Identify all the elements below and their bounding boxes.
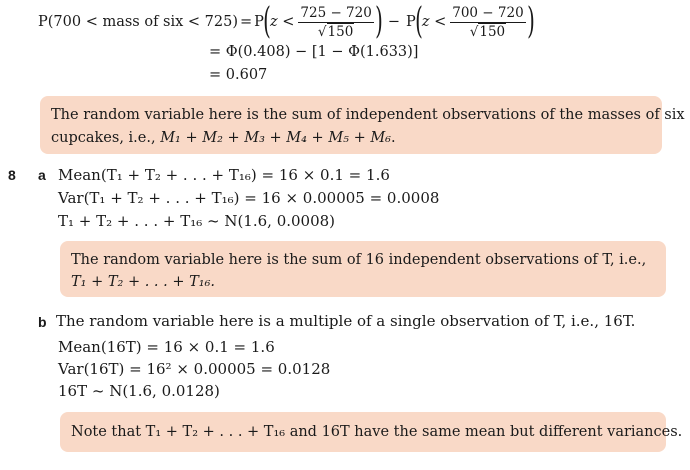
- fraction-2: [450, 5, 525, 40]
- question-number: 8: [8, 167, 16, 183]
- note-2-line-1: The random variable here is the sum of 16 independent observations of T, i.e.,: [71, 252, 647, 268]
- part-a-line-3: T₁ + T₂ + . . . + T₁₆ ~ N(1.6, 0.0008): [58, 212, 336, 230]
- sqrt-radicand-1: 150: [327, 23, 354, 40]
- z-less-2: z <: [421, 14, 447, 30]
- part-b-line-3: 16T ~ N(1.6, 0.0128): [58, 382, 220, 400]
- left-paren-1: (: [263, 1, 271, 42]
- p-symbol-2: P: [406, 14, 416, 30]
- right-paren-2: ): [526, 1, 535, 42]
- p-symbol-1: P: [254, 14, 264, 30]
- fraction-1-denominator: √150: [317, 23, 354, 40]
- note-box-1: [40, 96, 685, 154]
- z-less-1: z <: [269, 14, 295, 30]
- probability-equation: [38, 2, 534, 42]
- part-a-label: a: [38, 167, 46, 183]
- note-1-suffix: .: [391, 130, 396, 146]
- note-1-line-2: [51, 126, 396, 150]
- equation-line-3: = 0.607: [209, 67, 268, 83]
- note-1-line-1: The random variable here is the sum of independent observations of the masses of six: [51, 107, 685, 123]
- note-1-sum: M₁ + M₂ + M₃ + M₄ + M₅ + M₆: [160, 130, 391, 146]
- probability-lhs: P(700 < mass of six < 725): [38, 14, 239, 30]
- part-a-line-2: Var(T₁ + T₂ + . . . + T₁₆) = 16 × 0.00005 = 0.0008: [58, 189, 440, 207]
- fraction-1-numerator: 725 − 720: [300, 4, 372, 21]
- fraction-2-numerator: 700 − 720: [452, 4, 524, 21]
- right-paren-1: ): [374, 1, 383, 42]
- part-a-line-1: Mean(T₁ + T₂ + . . . + T₁₆) = 16 × 0.1 = 1.6: [58, 166, 390, 184]
- equation-line-2: = Φ(0.408) − [1 − Φ(1.633)]: [209, 44, 419, 60]
- note-box-3: [60, 412, 683, 452]
- note-1-prefix: cupcakes, i.e.,: [51, 130, 161, 146]
- part-b-line-2: Var(16T) = 16² × 0.00005 = 0.0128: [58, 360, 331, 378]
- equals-sign: =: [240, 14, 253, 30]
- fraction-2-denominator: √150: [469, 23, 506, 40]
- sqrt-radicand-2: 150: [479, 23, 506, 40]
- part-b-label: b: [38, 314, 47, 330]
- left-paren-2: (: [414, 1, 423, 42]
- note-box-2: [60, 241, 666, 297]
- fraction-1: [298, 5, 373, 40]
- note-3-text: Note that T₁ + T₂ + . . . + T₁₆ and 16T have the same mean but different variances.: [71, 424, 683, 440]
- part-b-line-1: Mean(16T) = 16 × 0.1 = 1.6: [58, 338, 275, 356]
- minus-sign: −: [387, 14, 401, 30]
- part-b-intro: The random variable here is a multiple of a single observation of T, i.e., 16T.: [56, 312, 636, 330]
- note-2-line-2: T₁ + T₂ + . . . + T₁₆.: [71, 274, 216, 290]
